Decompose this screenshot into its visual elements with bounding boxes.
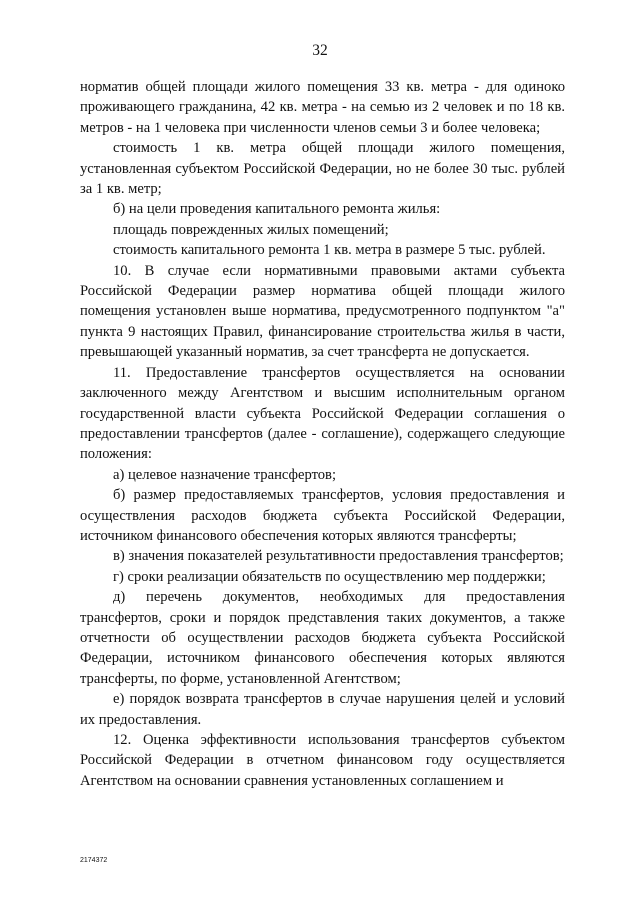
paragraph-repair-cost: стоимость капитального ремонта 1 кв. метра в размере 5 тыс. рублей.: [113, 242, 546, 259]
paragraph-clause-12: 12. Оценка эффективности использования трансфертов субъектом Российской Федерации в отчетном финансовом году осуществляется Агентством на основании сравнения установленных соглашением и: [80, 732, 565, 789]
document-code: 2174372: [80, 857, 108, 864]
paragraph-item-a: а) целевое назначение трансфертов;: [113, 466, 337, 483]
paragraph-clause-11: 11. Предоставление трансфертов осуществляется на основании заключенного между Агентством и высшим исполнительным органом государственной власти субъекта Российской Федерации соглашения о предоставлении трансфертов (далее - соглашение), содержащего следующие положения:: [80, 364, 565, 463]
page-number: 32: [312, 42, 328, 59]
document-body: [80, 77, 565, 791]
paragraph-item-e: е) порядок возврата трансфертов в случае нарушения целей и условий их предоставления.: [80, 691, 565, 728]
paragraph-item-b: б) размер предоставляемых трансфертов, условия предоставления и осуществления расходов бюджета субъекта Российской Федерации, источником финансового обеспечения которых являются трансферты;: [80, 487, 565, 544]
paragraph-item-g: г) сроки реализации обязательств по осуществлению мер поддержки;: [113, 568, 546, 585]
paragraph-item-v: в) значения показателей результативности предоставления трансфертов;: [113, 548, 564, 565]
paragraph-cost-per-meter: стоимость 1 кв. метра общей площади жилого помещения, установленная субъектом Российской Федерации, но не более 30 тыс. рублей за 1 кв. метр;: [80, 140, 565, 198]
paragraph-item-d: д) перечень документов, необходимых для предоставления трансфертов, сроки и порядок представления таких документов, а также отчетности об осуществлении расходов бюджета субъекта Российской Федерации, источником финансового обеспечения которых являются трансферты, по форме, установленной Агентством;: [80, 589, 565, 687]
paragraph-area-norm: норматив общей площади жилого помещения 33 кв. метра - для одиноко проживающего гражданина, 42 кв. метра - на семью из 2 человек и по 18 кв. метров - на 1 человека при численности членов семьи 3 и более человека;: [80, 79, 565, 136]
paragraph-clause-10: 10. В случае если нормативными правовыми актами субъекта Российской Федерации размер норматива общей площади жилого помещения установлен выше норматива, предусмотренного подпунктом "а" пункта 9 настоящих Правил, финансирование строительства жилья в части, превышающей указанный норматив, за счет трансферта не допускается.: [80, 262, 565, 361]
paragraph-damaged-area: площадь поврежденных жилых помещений;: [113, 221, 389, 238]
paragraph-item-b-repair: б) на цели проведения капитального ремонта жилья:: [113, 201, 441, 218]
